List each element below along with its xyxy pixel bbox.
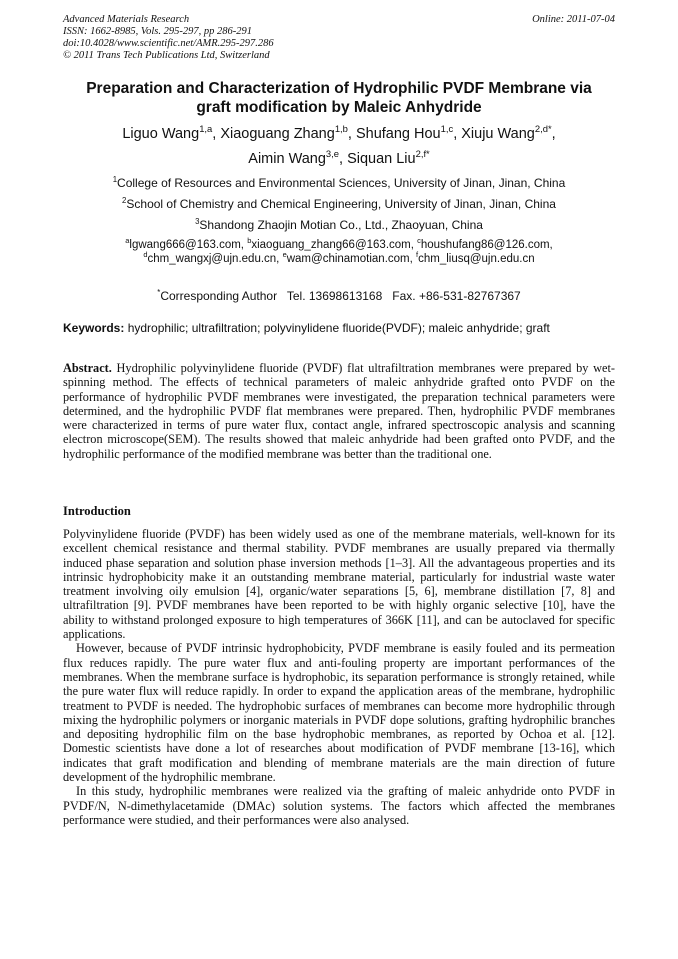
corresponding-sup: * (157, 288, 161, 297)
abstract-label: Abstract. (63, 361, 112, 375)
author-name: Shufang Hou (355, 126, 441, 142)
email-line-2 (50, 252, 628, 266)
author-line-2: Aimin Wang$^{3,e}$, Siquan Liu$^{2,f*}$ (248, 148, 430, 167)
author-sup: 2,d* (534, 123, 552, 135)
affiliation-text: College of Resources and Environmental Sciences, University of Jinan, Jinan, China (117, 176, 566, 190)
online-date: Online: 2011-07-04 (532, 14, 615, 25)
author-sup: 1,b (334, 123, 348, 135)
author-name: Xiuju Wang (461, 126, 535, 142)
keywords (63, 321, 623, 336)
abstract-paragraph (63, 361, 615, 461)
intro-paragraph-1: Polyvinylidene fluoride (PVDF) has been widely used as one of the membrane materials, well-known for its excellent chemical resistance and thermal stability. PVDF membranes are usually prepared via thermally induced phase separation and solution phase inversion methods [1–3]. All the advantageous properties and its intrinsic hydrophobicity make it an outstanding membrane material, particularly for industrial waste water treatment involving oily emulsion [4], organic/water separations [5, 6], membrane distillation [7, 8] and ultrafiltration [9]. PVDF membranes have been reported to be with highly organic selective [10], have the ability to withstand prolonged exposure to high temperatures of 366K [11], and can be autoclaved for specific applications. (63, 527, 615, 642)
issn-line: ISSN: 1662-8985, Vols. 295-297, pp 286-291 (63, 26, 252, 37)
email-list (50, 238, 628, 266)
author-name: Siquan Liu (347, 151, 416, 167)
paper-title (63, 79, 615, 117)
corresponding-text: Corresponding Author Tel. 13698613168 Fax. +86-531-82767367 (160, 289, 521, 303)
email-address: houshufang86@126.com, (420, 239, 553, 251)
email-address: xiaoguang_zhang66@163.com, (251, 239, 418, 251)
author-name: Xiaoguang Zhang (220, 126, 335, 142)
author-list (50, 122, 628, 172)
email-sup: e (282, 250, 287, 260)
email-address: lgwang666@163.com, (129, 239, 248, 251)
email-address: wam@chinamotian.com, (286, 253, 417, 265)
author-name: Aimin Wang (248, 151, 326, 167)
affiliation-sup: 1 (112, 175, 118, 184)
affiliation-sup: 3 (195, 217, 200, 226)
affiliation-text: School of Chemistry and Chemical Engineering, University of Jinan, Jinan, China (126, 197, 556, 211)
journal-name: Advanced Materials Research (63, 14, 190, 25)
intro-paragraph-3: In this study, hydrophilic membranes were realized via the grafting of maleic anhydride onto PVDF in PVDF/N, N-dimethylacetamide (DMAc) solution systems. The factors which affected the membranes performance were studied, and their performances were also analysed. (63, 784, 615, 827)
journal-header (63, 14, 615, 62)
copyright-line: © 2011 Trans Tech Publications Ltd, Switzerland (63, 50, 270, 61)
intro-paragraph-2: However, because of PVDF intrinsic hydrophobicity, PVDF membrane is easily fouled and its permeation flux reduces rapidly. The pure water flux and anti-fouling property are important performances of the membranes. When the membrane surface is hydrophobic, its separation performance is strongly retained, while the pure water flux will reduce rapidly. In order to expand the application areas of the membrane, hydrophilic treatment to PVDF is needed. The hydrophobic surfaces of membranes can become more hydrophilic through mixing the hydrophilic polymers or inorganic materials in PVDF dope solutions, grafting hydrophilic branches and depositing hydrophilic film on the base hydrophobic membranes, as reported by Ochoa et al. [12]. Domestic scientists have done a lot of researches about modification of PVDF membrane [13-16], which indicates that graft modification and blending of membrane materials are the main direction of future development of the hydrophilic membrane. (63, 641, 615, 785)
author-sup: 3,e (325, 148, 339, 160)
email-sup: f (416, 250, 419, 260)
email-sup: b (247, 236, 252, 246)
author-sup: 2,f* (415, 148, 430, 160)
email-sup: c (417, 236, 421, 246)
affiliation-1 (50, 176, 628, 191)
author-line-1: Liguo Wang$^{1,a}$, Xiaoguang Zhang$^{1,b}$, Shufang Hou$^{1,c}$, Xiuju Wang$^{2,d*}$, (122, 123, 556, 142)
affiliation-sup: 2 (122, 196, 127, 205)
title-line-1: Preparation and Characterization of Hydrophilic PVDF Membrane via (86, 80, 592, 97)
author-name: Liguo Wang (122, 126, 200, 142)
email-sup: a (125, 236, 130, 246)
keywords-label: Keywords: (63, 321, 125, 335)
section-heading-introduction: Introduction (63, 504, 131, 518)
abstract (63, 361, 615, 461)
doi-line: doi:10.4028/www.scientific.net/AMR.295-297.286 (63, 38, 274, 49)
author-sup: 1,a (199, 123, 213, 135)
email-line-1 (50, 238, 628, 252)
email-sup: d (143, 250, 148, 260)
abstract-text: Hydrophilic polyvinylidene fluoride (PVDF) flat ultrafiltration membranes were prepared by wet-spinning method. The effects of technical parameters of maleic anhydride grafted onto PVDF on the performance of hydrophilic PVDF membranes were investigated, the preparation technical parameters were determined, and the hydrophilic PVDF flat membranes were prepared. Then, hydrophilic PVDF membranes were characterized in terms of pure water flux, contact angle, infrared spectroscopic analysis and scanning electron microscope(SEM). The results showed that maleic anhydride had been grafted onto PVDF, and the hydrophilic performance of the modified membrane was better than the traditional one. (63, 361, 615, 461)
email-address: chm_wangxj@ujn.edu.cn, (147, 253, 283, 265)
keywords-text: hydrophilic; ultrafiltration; polyvinylidene fluoride(PVDF); maleic anhydride; graft (124, 321, 550, 335)
affiliation-2 (50, 197, 628, 212)
corresponding-author (50, 289, 628, 304)
email-address: chm_liusq@ujn.edu.cn (418, 253, 535, 265)
affiliation-3 (50, 218, 628, 233)
affiliation-text: Shandong Zhaojin Motian Co., Ltd., Zhaoyuan, China (199, 218, 483, 232)
author-sup: 1,c (440, 123, 454, 135)
introduction-body (63, 527, 615, 827)
title-line-2: graft modification by Maleic Anhydride (196, 99, 482, 116)
